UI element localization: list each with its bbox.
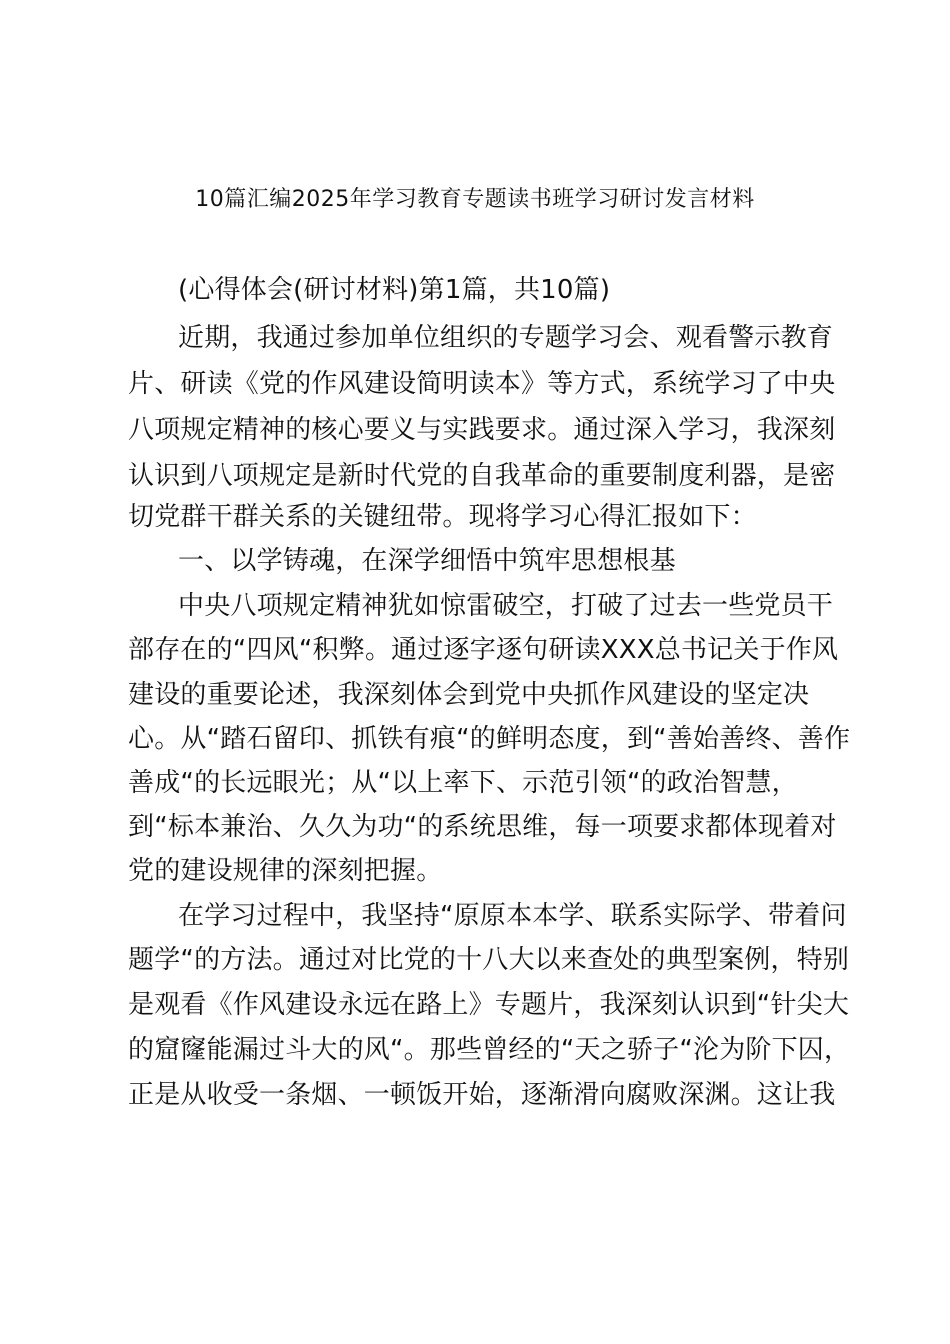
paragraph-line: 心。从“踏石留印、抓铁有痕“的鲜明态度，到“善始善终、善作 (128, 724, 851, 754)
paragraph-line: 到“标本兼治、久久为功“的系统思维，每一项要求都体现着对 (128, 812, 837, 842)
paragraph-line: 的窟窿能漏过斗大的风“。那些曾经的“天之骄子“沦为阶下囚， (128, 1035, 851, 1065)
paragraph-line: 题学“的方法。通过对比党的十八大以来查处的典型案例，特别 (128, 945, 850, 975)
paragraph-line: 在学习过程中，我坚持“原原本本学、联系实际学、带着问 (178, 901, 847, 931)
paragraph-line: 片、研读《党的作风建设简明读本》等方式，系统学习了中央 (128, 369, 836, 399)
paragraph-line: 认识到八项规定是新时代党的自我革命的重要制度利器，是密 (128, 461, 836, 491)
paragraph-line: 中央八项规定精神犹如惊雷破空，打破了过去一些党员干 (178, 591, 834, 621)
paragraph-line: 建设的重要论述，我深刻体会到党中央抓作风建设的坚定决 (128, 680, 810, 710)
paragraph-line: 近期，我通过参加单位组织的专题学习会、观看警示教育 (178, 323, 834, 353)
paragraph-line: 正是从收受一条烟、一顿饭开始，逐渐滑向腐败深渊。这让我 (128, 1080, 836, 1110)
paragraph-line: 切党群干群关系的关键纽带。现将学习心得汇报如下： (128, 502, 757, 532)
paragraph-line: 党的建设规律的深刻把握。 (128, 856, 443, 886)
paragraph-line: 八项规定精神的核心要义与实践要求。通过深入学习，我深刻 (128, 415, 836, 445)
paragraph-line: 是观看《作风建设永远在路上》专题片，我深刻认识到“针尖大 (128, 990, 850, 1020)
document-title: 10篇汇编2025年学习教育专题读书班学习研讨发言材料 (195, 187, 755, 212)
section-heading: 一、以学铸魂，在深学细悟中筑牢思想根基 (178, 546, 676, 576)
paragraph-line: 部存在的“四风“积弊。通过逐字逐句研读XXX总书记关于作风 (128, 635, 839, 665)
subtitle-line: (心得体会(研讨材料)第1篇，共10篇) (178, 275, 611, 305)
paragraph-line: 善成“的长远眼光；从“以上率下、示范引领“的政治智慧， (128, 768, 798, 798)
